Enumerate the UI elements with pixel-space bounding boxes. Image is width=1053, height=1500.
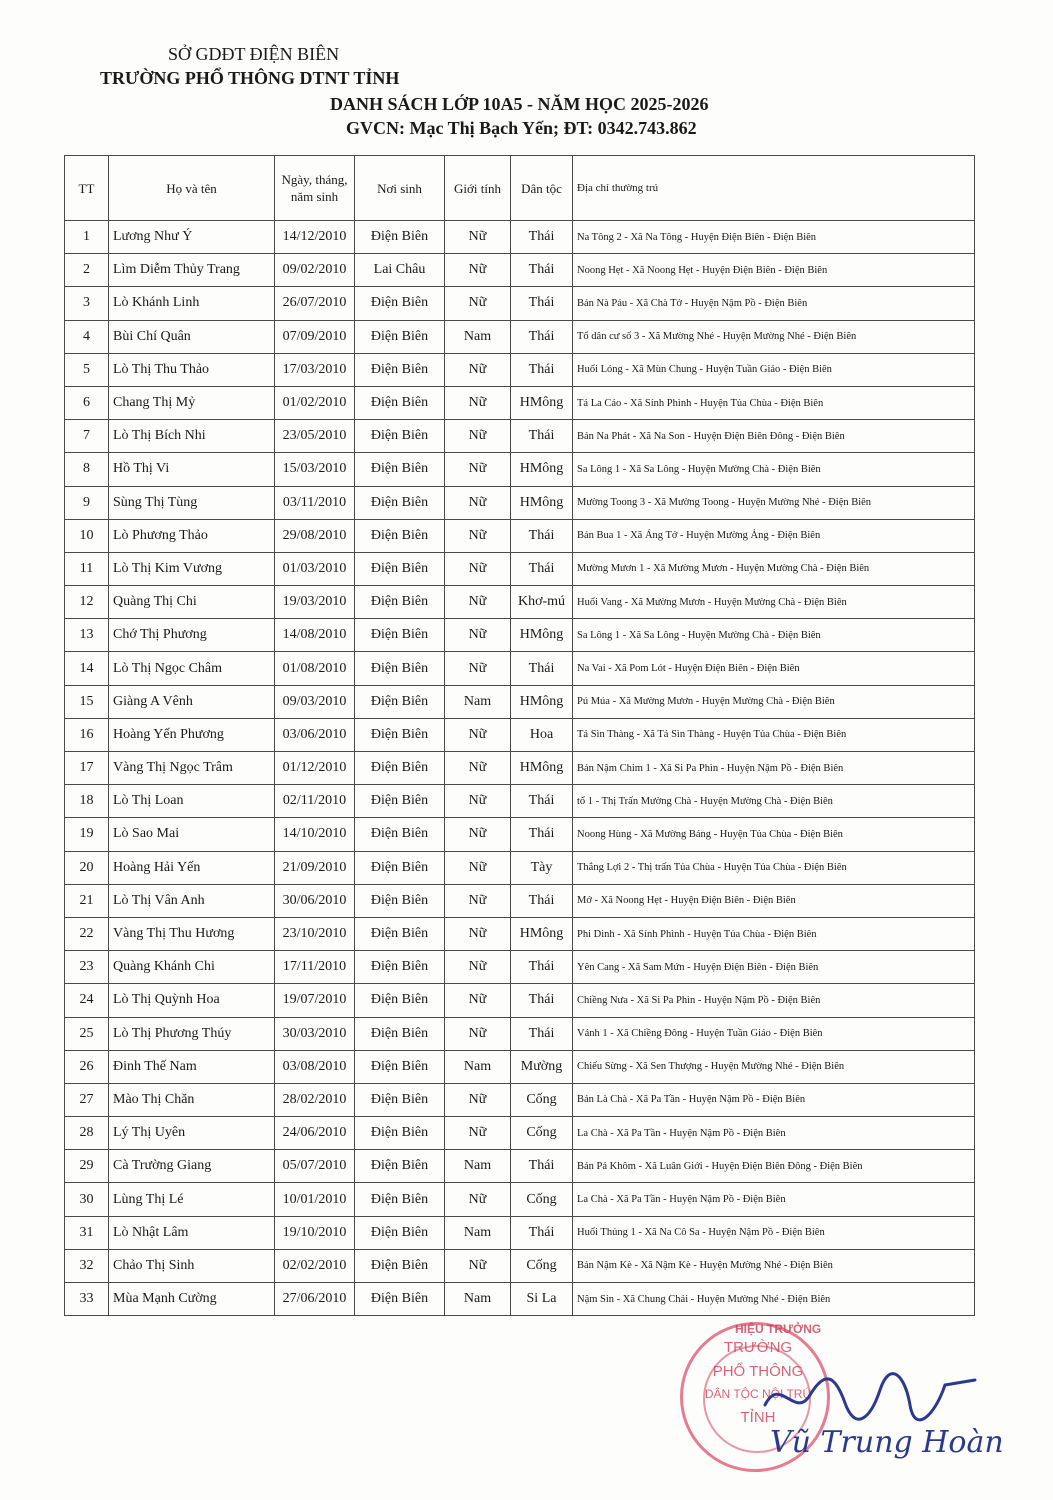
row-address: La Chà - Xã Pa Tần - Huyện Nậm Pồ - Điện Biên [573,1183,975,1216]
school-name: TRƯỜNG PHỔ THÔNG DTNT TỈNH [100,68,400,88]
row-name: Lò Thị Loan [109,785,275,818]
row-birthplace: Điện Biên [355,287,445,320]
row-dob: 01/02/2010 [275,386,355,419]
row-ethnicity: Thái [511,884,573,917]
table-row [65,1283,975,1316]
row-ethnicity: Mường [511,1050,573,1083]
row-dob: 05/07/2010 [275,1150,355,1183]
row-dob: 19/10/2010 [275,1216,355,1249]
table-row [65,1150,975,1183]
row-gender: Nam [445,1050,511,1083]
row-gender: Nữ [445,386,511,419]
row-ethnicity: HMông [511,917,573,950]
row-address: Bản Pá Khôm - Xã Luân Giới - Huyện Điện Biên Đông - Điện Biên [573,1150,975,1183]
row-tt: 26 [65,1050,109,1083]
row-ethnicity: Cống [511,1249,573,1282]
row-ethnicity: HMông [511,486,573,519]
table-row [65,718,975,751]
seal-text-line4: TỈNH [740,1409,776,1426]
row-address: Bản Nậm Kè - Xã Nậm Kè - Huyện Mường Nhé - Điện Biên [573,1249,975,1282]
row-gender: Nữ [445,619,511,652]
row-ethnicity: Thái [511,287,573,320]
row-address: Huổi Lóng - Xã Mùn Chung - Huyện Tuần Giáo - Điện Biên [573,353,975,386]
row-gender: Nữ [445,1183,511,1216]
row-gender: Nữ [445,851,511,884]
row-tt: 7 [65,420,109,453]
homeroom-teacher: GVCN: Mạc Thị Bạch Yến; ĐT: 0342.743.862 [346,118,697,138]
row-dob: 17/03/2010 [275,353,355,386]
row-dob: 03/08/2010 [275,1050,355,1083]
row-address: Bản Là Chà - Xã Pa Tần - Huyện Nậm Pồ - Điện Biên [573,1083,975,1116]
row-dob: 26/07/2010 [275,287,355,320]
row-name: Vàng Thị Ngọc Trâm [109,752,275,785]
row-birthplace: Điện Biên [355,685,445,718]
row-address: Chiềng Nưa - Xã Si Pa Phìn - Huyện Nậm Pồ - Điện Biên [573,984,975,1017]
row-ethnicity: Thái [511,984,573,1017]
row-gender: Nữ [445,1083,511,1116]
table-row [65,851,975,884]
row-address: Sa Lông 1 - Xã Sa Lông - Huyện Mường Chà - Điện Biên [573,619,975,652]
row-dob: 30/03/2010 [275,1017,355,1050]
row-dob: 14/10/2010 [275,818,355,851]
row-birthplace: Điện Biên [355,1249,445,1282]
row-dob: 29/08/2010 [275,519,355,552]
col-dob: Ngày, tháng, năm sinh [275,156,355,221]
row-dob: 10/01/2010 [275,1183,355,1216]
row-ethnicity: Thái [511,818,573,851]
row-tt: 9 [65,486,109,519]
row-address: Tả La Cáo - Xã Sính Phình - Huyện Tủa Chùa - Điện Biên [573,386,975,419]
row-ethnicity: Hoa [511,718,573,751]
row-dob: 19/07/2010 [275,984,355,1017]
table-row [65,287,975,320]
row-dob: 09/03/2010 [275,685,355,718]
table-row [65,420,975,453]
row-birthplace: Điện Biên [355,951,445,984]
row-name: Chang Thị Mỷ [109,386,275,419]
table-row [65,453,975,486]
table-row [65,221,975,254]
row-address: Phi Dinh - Xã Sính Phình - Huyện Tủa Chùa - Điện Biên [573,917,975,950]
row-name: Giàng A Vênh [109,685,275,718]
row-gender: Nữ [445,453,511,486]
table-row [65,1216,975,1249]
row-gender: Nữ [445,652,511,685]
row-tt: 14 [65,652,109,685]
row-address: Noong Hẹt - Xã Noong Hẹt - Huyện Điện Biên - Điện Biên [573,254,975,287]
table-row [65,917,975,950]
row-birthplace: Điện Biên [355,353,445,386]
row-dob: 01/12/2010 [275,752,355,785]
row-birthplace: Điện Biên [355,586,445,619]
row-birthplace: Điện Biên [355,851,445,884]
row-dob: 01/08/2010 [275,652,355,685]
row-dob: 19/03/2010 [275,586,355,619]
row-name: Mào Thị Chăn [109,1083,275,1116]
row-ethnicity: Thái [511,1150,573,1183]
row-address: Tả Sìn Thàng - Xã Tả Sìn Thàng - Huyện Tủa Chùa - Điện Biên [573,718,975,751]
row-gender: Nữ [445,752,511,785]
row-tt: 12 [65,586,109,619]
row-address: La Chà - Xã Pa Tần - Huyện Nậm Pồ - Điện Biên [573,1117,975,1150]
row-ethnicity: Thái [511,1216,573,1249]
row-birthplace: Điện Biên [355,1183,445,1216]
row-ethnicity: Thái [511,552,573,585]
row-ethnicity: HMông [511,752,573,785]
row-tt: 23 [65,951,109,984]
row-tt: 22 [65,917,109,950]
table-row [65,785,975,818]
row-tt: 3 [65,287,109,320]
row-ethnicity: HMông [511,453,573,486]
row-ethnicity: Thái [511,320,573,353]
row-tt: 5 [65,353,109,386]
row-tt: 29 [65,1150,109,1183]
row-name: Mùa Mạnh Cường [109,1283,275,1316]
row-birthplace: Điện Biên [355,917,445,950]
row-address: Bản Nà Pảu - Xã Chà Tở - Huyện Nậm Pồ - Điện Biên [573,287,975,320]
row-ethnicity: Tày [511,851,573,884]
row-name: Hồ Thị Vi [109,453,275,486]
row-birthplace: Điện Biên [355,1083,445,1116]
table-row [65,752,975,785]
row-gender: Nữ [445,221,511,254]
row-name: Lìm Diễm Thủy Trang [109,254,275,287]
row-address: Bản Na Phát - Xã Na Son - Huyện Điện Biên Đông - Điện Biên [573,420,975,453]
row-address: tổ 1 - Thị Trấn Mường Chà - Huyện Mường Chà - Điện Biên [573,785,975,818]
row-dob: 17/11/2010 [275,951,355,984]
row-gender: Nữ [445,984,511,1017]
principal-name: Vũ Trung Hoàn [770,1425,1004,1460]
row-ethnicity: Cống [511,1083,573,1116]
col-gender: Giới tính [445,156,511,221]
row-gender: Nam [445,1216,511,1249]
row-address: Na Vai - Xã Pom Lót - Huyện Điện Biên - Điện Biên [573,652,975,685]
row-address: Pú Múa - Xã Mường Mươn - Huyện Mường Chà - Điện Biên [573,685,975,718]
row-gender: Nữ [445,586,511,619]
row-gender: Nam [445,320,511,353]
row-ethnicity: Thái [511,652,573,685]
row-ethnicity: HMông [511,685,573,718]
table-row [65,619,975,652]
row-dob: 09/02/2010 [275,254,355,287]
row-ethnicity: Khơ-mú [511,586,573,619]
row-name: Vàng Thị Thu Hương [109,917,275,950]
row-gender: Nữ [445,552,511,585]
row-dob: 21/09/2010 [275,851,355,884]
row-address: Na Tông 2 - Xã Na Tông - Huyện Điện Biên - Điện Biên [573,221,975,254]
row-name: Sùng Thị Tùng [109,486,275,519]
row-gender: Nữ [445,1117,511,1150]
row-gender: Nam [445,1150,511,1183]
row-gender: Nữ [445,254,511,287]
table-row [65,652,975,685]
row-birthplace: Lai Châu [355,254,445,287]
row-birthplace: Điện Biên [355,1017,445,1050]
row-ethnicity: HMông [511,386,573,419]
row-dob: 14/08/2010 [275,619,355,652]
row-name: Lò Thị Quỳnh Hoa [109,984,275,1017]
row-ethnicity: Thái [511,254,573,287]
row-name: Chớ Thị Phương [109,619,275,652]
row-birthplace: Điện Biên [355,1117,445,1150]
table-row [65,552,975,585]
row-ethnicity: Thái [511,785,573,818]
row-ethnicity: HMông [511,619,573,652]
row-birthplace: Điện Biên [355,818,445,851]
row-tt: 30 [65,1183,109,1216]
table-row [65,586,975,619]
row-address: Mường Mươn 1 - Xã Mường Mươn - Huyện Mường Chà - Điện Biên [573,552,975,585]
row-gender: Nữ [445,884,511,917]
row-ethnicity: Thái [511,420,573,453]
col-ethnicity: Dân tộc [511,156,573,221]
row-tt: 33 [65,1283,109,1316]
row-birthplace: Điện Biên [355,320,445,353]
table-row [65,1050,975,1083]
table-row [65,254,975,287]
row-birthplace: Điện Biên [355,1050,445,1083]
row-ethnicity: Thái [511,519,573,552]
row-name: Lò Thị Thu Thảo [109,353,275,386]
table-row [65,486,975,519]
row-dob: 02/02/2010 [275,1249,355,1282]
row-dob: 01/03/2010 [275,552,355,585]
row-gender: Nam [445,685,511,718]
row-tt: 28 [65,1117,109,1150]
table-row [65,386,975,419]
row-address: Tổ dân cư số 3 - Xã Mường Nhé - Huyện Mường Nhé - Điện Biên [573,320,975,353]
row-address: Sa Lông 1 - Xã Sa Lông - Huyện Mường Chà - Điện Biên [573,453,975,486]
row-tt: 10 [65,519,109,552]
row-birthplace: Điện Biên [355,221,445,254]
table-row [65,984,975,1017]
table-row [65,1249,975,1282]
col-birthplace: Nơi sinh [355,156,445,221]
row-gender: Nữ [445,785,511,818]
row-dob: 03/11/2010 [275,486,355,519]
student-table [64,155,975,1316]
row-name: Hoàng Yến Phương [109,718,275,751]
row-name: Lò Nhật Lâm [109,1216,275,1249]
row-birthplace: Điện Biên [355,519,445,552]
row-dob: 15/03/2010 [275,453,355,486]
row-name: Lò Khánh Linh [109,287,275,320]
row-tt: 18 [65,785,109,818]
row-address: Chiếu Sừng - Xã Sen Thượng - Huyện Mường Nhé - Điện Biên [573,1050,975,1083]
row-gender: Nữ [445,1249,511,1282]
table-row [65,519,975,552]
row-gender: Nữ [445,1017,511,1050]
row-ethnicity: Cống [511,1117,573,1150]
row-dob: 28/02/2010 [275,1083,355,1116]
row-birthplace: Điện Biên [355,1150,445,1183]
row-address: Mớ - Xã Noong Hẹt - Huyện Điện Biên - Điện Biên [573,884,975,917]
row-gender: Nữ [445,718,511,751]
table-row [65,1117,975,1150]
row-dob: 07/09/2010 [275,320,355,353]
row-tt: 32 [65,1249,109,1282]
row-dob: 23/10/2010 [275,917,355,950]
row-birthplace: Điện Biên [355,984,445,1017]
row-tt: 21 [65,884,109,917]
row-address: Bản Bua 1 - Xã Áng Tở - Huyện Mường Ảng - Điện Biên [573,519,975,552]
row-name: Lương Như Ý [109,221,275,254]
row-address: Huổi Thủng 1 - Xã Na Cô Sa - Huyện Nậm Pồ - Điện Biên [573,1216,975,1249]
row-gender: Nữ [445,287,511,320]
row-gender: Nữ [445,951,511,984]
row-dob: 30/06/2010 [275,884,355,917]
row-birthplace: Điện Biên [355,420,445,453]
row-tt: 4 [65,320,109,353]
row-name: Lò Thị Phương Thúy [109,1017,275,1050]
row-ethnicity: Cống [511,1183,573,1216]
row-birthplace: Điện Biên [355,619,445,652]
row-name: Bùi Chí Quân [109,320,275,353]
list-title: DANH SÁCH LỚP 10A5 - NĂM HỌC 2025-2026 [330,94,709,114]
row-name: Lò Thị Vân Anh [109,884,275,917]
row-birthplace: Điện Biên [355,652,445,685]
row-gender: Nữ [445,353,511,386]
row-name: Hoàng Hải Yến [109,851,275,884]
row-name: Lò Thị Kim Vương [109,552,275,585]
row-name: Quàng Khánh Chi [109,951,275,984]
row-tt: 19 [65,818,109,851]
row-address: Mường Toong 3 - Xã Mường Toong - Huyện Mường Nhé - Điện Biên [573,486,975,519]
row-ethnicity: Thái [511,1017,573,1050]
row-name: Lý Thị Uyên [109,1117,275,1150]
row-name: Lùng Thị Lé [109,1183,275,1216]
row-name: Lò Thị Ngọc Châm [109,652,275,685]
table-row [65,1183,975,1216]
row-tt: 8 [65,453,109,486]
row-dob: 14/12/2010 [275,221,355,254]
row-birthplace: Điện Biên [355,1283,445,1316]
col-address: Địa chỉ thường trú [573,156,975,221]
row-address: Noong Hùng - Xã Mường Báng - Huyện Tủa Chùa - Điện Biên [573,818,975,851]
table-row [65,1017,975,1050]
row-tt: 1 [65,221,109,254]
table-body [65,221,975,1316]
row-ethnicity: Thái [511,951,573,984]
table-row [65,951,975,984]
principal-label: HIỆU TRƯỞNG [735,1322,822,1336]
row-ethnicity: Thái [511,353,573,386]
row-address: Thắng Lợi 2 - Thị trấn Tủa Chùa - Huyện Tủa Chùa - Điện Biên [573,851,975,884]
row-dob: 23/05/2010 [275,420,355,453]
row-address: Yên Cang - Xã Sam Mứn - Huyện Điện Biên - Điện Biên [573,951,975,984]
row-tt: 24 [65,984,109,1017]
row-tt: 17 [65,752,109,785]
row-gender: Nữ [445,818,511,851]
row-ethnicity: Thái [511,221,573,254]
table-header-row [65,156,975,221]
row-tt: 15 [65,685,109,718]
table-row [65,320,975,353]
seal-text-line2: PHỔ THÔNG [712,1363,804,1380]
row-name: Lò Phương Thảo [109,519,275,552]
row-tt: 27 [65,1083,109,1116]
row-tt: 11 [65,552,109,585]
row-dob: 02/11/2010 [275,785,355,818]
department-name: SỞ GDĐT ĐIỆN BIÊN [168,44,340,64]
row-tt: 31 [65,1216,109,1249]
row-birthplace: Điện Biên [355,453,445,486]
table-row [65,1083,975,1116]
col-tt: TT [65,156,109,221]
row-gender: Nam [445,1283,511,1316]
table-row [65,884,975,917]
col-name: Họ và tên [109,156,275,221]
row-birthplace: Điện Biên [355,486,445,519]
row-name: Lò Thị Bích Nhi [109,420,275,453]
row-tt: 2 [65,254,109,287]
row-address: Vánh 1 - Xã Chiềng Đông - Huyện Tuần Giáo - Điện Biên [573,1017,975,1050]
row-tt: 16 [65,718,109,751]
row-birthplace: Điện Biên [355,884,445,917]
row-ethnicity: Si La [511,1283,573,1316]
row-gender: Nữ [445,420,511,453]
row-dob: 03/06/2010 [275,718,355,751]
row-gender: Nữ [445,917,511,950]
row-birthplace: Điện Biên [355,785,445,818]
seal-text-line1: TRƯỜNG [723,1339,793,1356]
row-tt: 25 [65,1017,109,1050]
signature-scribble [760,1365,980,1425]
row-birthplace: Điện Biên [355,752,445,785]
row-address: Huổi Vang - Xã Mường Mươn - Huyện Mường Chà - Điện Biên [573,586,975,619]
row-gender: Nữ [445,486,511,519]
row-birthplace: Điện Biên [355,386,445,419]
row-gender: Nữ [445,519,511,552]
row-name: Lò Sao Mai [109,818,275,851]
row-address: Bản Nậm Chim 1 - Xã Si Pa Phìn - Huyện Nậm Pồ - Điện Biên [573,752,975,785]
row-birthplace: Điện Biên [355,718,445,751]
row-name: Quàng Thị Chi [109,586,275,619]
row-tt: 13 [65,619,109,652]
row-name: Đinh Thế Nam [109,1050,275,1083]
table-row [65,818,975,851]
row-address: Nậm Sin - Xã Chung Chải - Huyện Mường Nhé - Điện Biên [573,1283,975,1316]
table-row [65,353,975,386]
row-dob: 24/06/2010 [275,1117,355,1150]
row-name: Chảo Thị Sinh [109,1249,275,1282]
row-dob: 27/06/2010 [275,1283,355,1316]
row-birthplace: Điện Biên [355,552,445,585]
table-row [65,685,975,718]
row-tt: 6 [65,386,109,419]
row-birthplace: Điện Biên [355,1216,445,1249]
row-name: Cà Trường Giang [109,1150,275,1183]
row-tt: 20 [65,851,109,884]
seal-text-line3: DÂN TỘC NỘI TRÚ [704,1387,812,1401]
